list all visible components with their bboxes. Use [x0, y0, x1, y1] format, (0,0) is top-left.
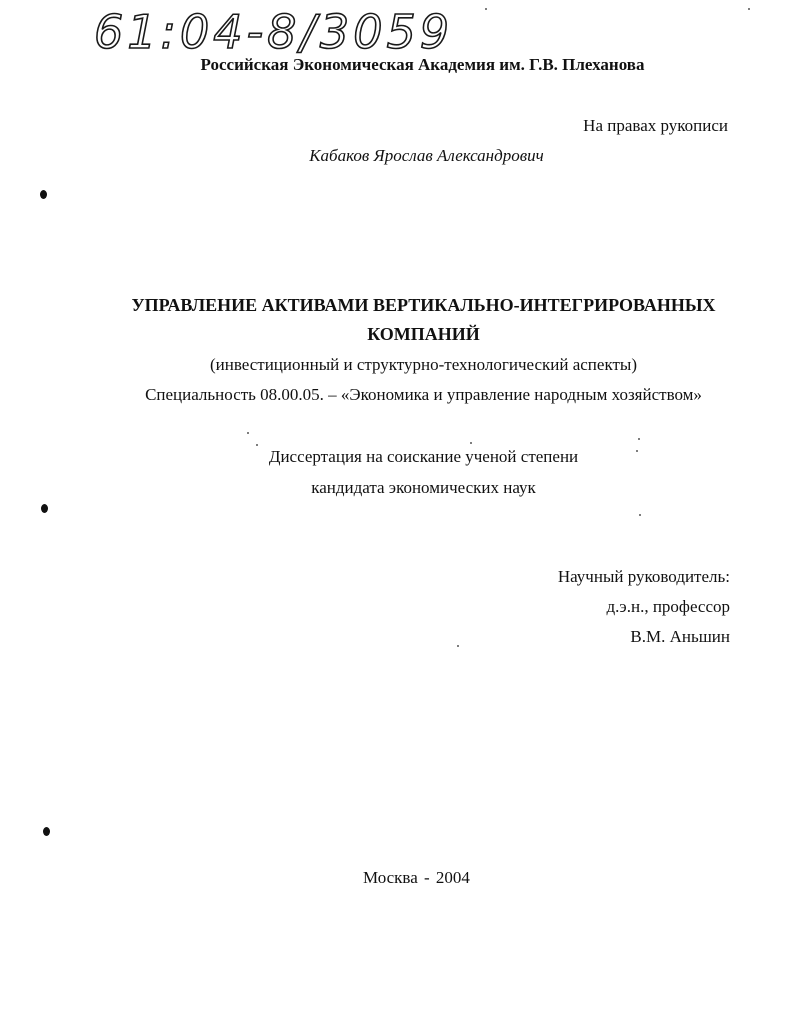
binding-hole-mark: [40, 190, 47, 199]
handwritten-archive-code: [92, 2, 472, 60]
scan-speck: [636, 450, 638, 452]
scan-speck: [470, 442, 472, 444]
binding-hole-mark: [41, 504, 48, 513]
dissertation-title-line-1: УПРАВЛЕНИЕ АКТИВАМИ ВЕРТИКАЛЬНО-ИНТЕГРИРОВАННЫХ: [131, 295, 716, 315]
advisor-label: Научный руководитель:: [557, 567, 730, 586]
scan-speck: [457, 645, 459, 647]
dissertation-subtitle: (инвестиционный и структурно-технологический аспекты): [209, 355, 638, 374]
scan-speck: [247, 432, 249, 434]
advisor-name: В.М. Аньшин: [630, 627, 730, 646]
binding-hole-mark: [43, 827, 50, 836]
city-and-year: Москва - 2004: [363, 868, 470, 887]
scan-speck: [485, 8, 487, 10]
degree-line-1: Диссертация на соискание ученой степени: [268, 447, 579, 466]
degree-line-2: кандидата экономических наук: [311, 478, 536, 497]
scan-speck: [256, 444, 258, 446]
scan-speck: [748, 8, 750, 10]
advisor-academic-title: д.э.н., профессор: [606, 597, 730, 616]
scan-speck: [639, 514, 641, 516]
institution-name: Российская Экономическая Академия им. Г.В. Плеханова: [200, 55, 645, 74]
specialty-line: Специальность 08.00.05. – «Экономика и управление народным хозяйством»: [145, 385, 702, 404]
dissertation-title-line-2: КОМПАНИЙ: [367, 324, 480, 344]
author-name: Кабаков Ярослав Александрович: [309, 146, 544, 165]
handwritten-code-drawing: [92, 2, 472, 60]
handwritten-code-text: 61:04-8/3059: [94, 5, 453, 59]
scan-speck: [638, 438, 640, 440]
manuscript-rights-note: На правах рукописи: [583, 116, 728, 135]
